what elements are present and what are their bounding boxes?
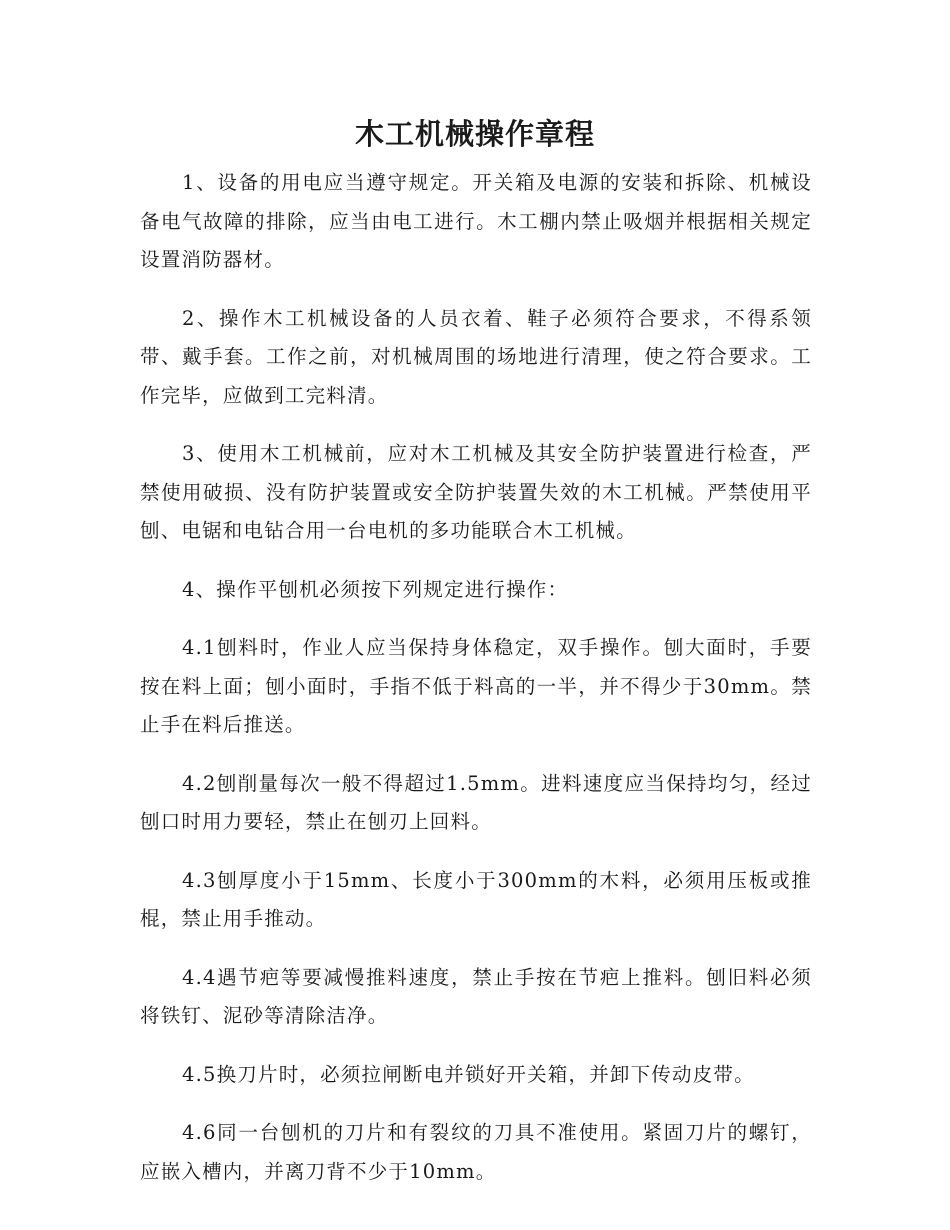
paragraph-1: 1、设备的用电应当遵守规定。开关箱及电源的安装和拆除、机械设备电气故障的排除，应当由电工进行。木工棚内禁止吸烟并根据相关规定设置消防器材。 [140, 171, 812, 271]
document-body [140, 164, 812, 1211]
paragraph-4-2: 4.2刨削量每次一般不得超过1.5mm。进料速度应当保持均匀，经过刨口时用力要轻，禁止在刨刃上回料。 [140, 771, 812, 833]
paragraph-4-1: 4.1刨料时，作业人应当保持身体稳定，双手操作。刨大面时，手要按在料上面；刨小面时，手指不低于料高的一半，并不得少于30mm。禁止手在料后推送。 [140, 636, 812, 736]
document-title: 木工机械操作章程 [354, 117, 595, 151]
paragraph-4-4: 4.4遇节疤等要减慢推料速度，禁止手按在节疤上推料。刨旧料必须将铁钉、泥砂等清除洁净。 [140, 965, 812, 1027]
paragraph-2: 2、操作木工机械设备的人员衣着、鞋子必须符合要求，不得系领带、戴手套。工作之前，对机械周围的场地进行清理，使之符合要求。工作完毕，应做到工完料清。 [140, 306, 812, 407]
paragraph-3: 3、使用木工机械前，应对木工机械及其安全防护装置进行检查，严禁使用破损、没有防护装置或安全防护装置失效的木工机械。严禁使用平刨、电锯和电钻合用一台电机的多功能联合木工机械。 [140, 442, 812, 542]
paragraph-4-6: 4.6同一台刨机的刀片和有裂纹的刀具不准使用。紧固刀片的螺钉，应嵌入槽内，并离刀背不少于10mm。 [140, 1121, 812, 1183]
paragraph-4-3: 4.3刨厚度小于15mm、长度小于300mm的木料，必须用压板或推棍，禁止用手推动。 [140, 868, 812, 930]
paragraph-4-5: 4.5换刀片时，必须拉闸断电并锁好开关箱，并卸下传动皮带。 [182, 1062, 755, 1086]
paragraph-4: 4、操作平刨机必须按下列规定进行操作： [182, 577, 569, 601]
